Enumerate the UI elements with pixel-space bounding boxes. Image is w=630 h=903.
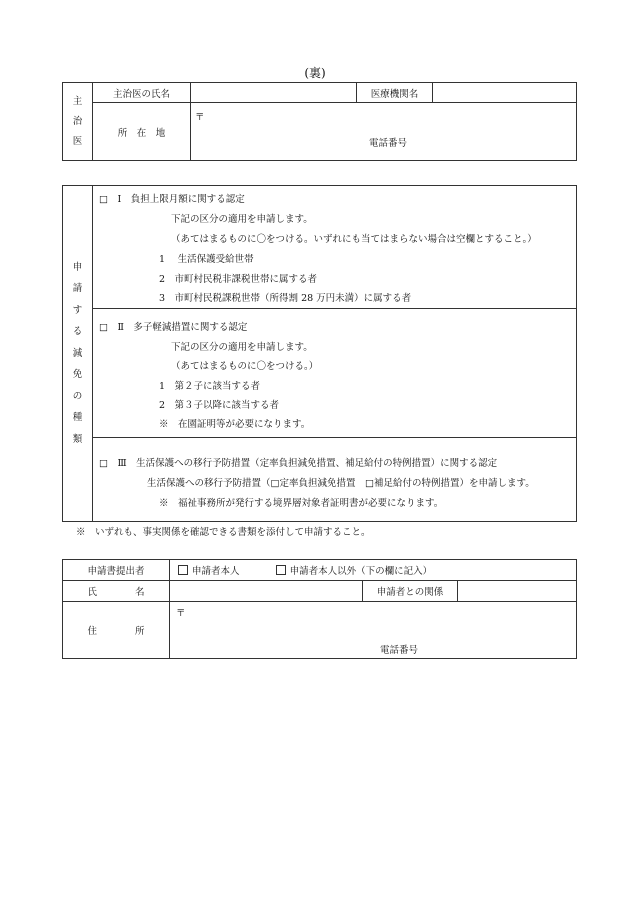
doctor-name-field[interactable]: [191, 83, 357, 103]
relation-label: 申請者との関係: [363, 581, 458, 602]
submitter-table: [62, 559, 577, 659]
submitter-name-label: 氏 名: [63, 581, 170, 602]
doctor-section-label: 主 治 医: [63, 83, 93, 161]
attachment-note: ※ いずれも、事実関係を確認できる書類を添付して申請すること。: [76, 527, 371, 538]
submitter-name-field[interactable]: [170, 581, 363, 602]
page-title: (裏): [304, 66, 326, 80]
section-1-line2: （あてはまるものに〇をつける。いずれにも当てはまらない場合は空欄とすること。）: [171, 234, 537, 245]
institution-field[interactable]: [433, 83, 577, 103]
postal-mark: 〒: [176, 608, 186, 619]
section-1: [93, 186, 577, 309]
doctor-address-field[interactable]: [191, 103, 577, 161]
relation-field[interactable]: [458, 581, 577, 602]
section-2: [93, 309, 577, 438]
submitter-label: 申請書提出者: [63, 560, 170, 581]
option-self[interactable]: 申請者本人: [178, 566, 240, 577]
section-1-item2[interactable]: 2 市町村民税非課税世帯に属する者: [159, 274, 318, 285]
section-2-item2[interactable]: 2 第３子以降に該当する者: [159, 400, 280, 411]
section-1-item1[interactable]: 1 生活保護受給世帯: [159, 254, 254, 265]
submitter-phone-label: 電話番号: [380, 645, 419, 656]
section-3-heading[interactable]: □ Ⅲ 生活保護への移行予防措置（定率負担減免措置、補足給付の特例措置）に関する認定: [99, 458, 498, 469]
section-2-line1: 下記の区分の適用を申請します。: [171, 342, 313, 353]
section-3-note: ※ 福祉事務所が発行する境界層対象者証明書が必要になります。: [159, 498, 444, 509]
section-1-item3[interactable]: 3 市町村民税課税世帯（所得割 28 万円未満）に属する者: [159, 293, 412, 304]
section-2-item1[interactable]: 1 第２子に該当する者: [159, 381, 261, 392]
checkbox-icon[interactable]: [178, 565, 188, 575]
option-other[interactable]: 申請者本人以外（下の欄に記入）: [276, 566, 433, 577]
section-2-note: ※ 在園証明等が必要になります。: [159, 419, 311, 430]
section-2-heading[interactable]: □ Ⅱ 多子軽減措置に関する認定: [99, 322, 248, 333]
section-1-line1: 下記の区分の適用を申請します。: [171, 214, 313, 225]
doctor-name-label: 主治医の氏名: [93, 83, 191, 103]
checkbox-icon[interactable]: [276, 565, 286, 575]
doctor-table: [62, 82, 577, 161]
submitter-options: [170, 560, 577, 581]
reduction-table: [62, 185, 577, 522]
submitter-address-label: 住 所: [63, 602, 170, 659]
section-3-line1[interactable]: 生活保護への移行予防措置（□定率負担減免措置 □補足給付の特例措置）を申請します。: [147, 478, 535, 489]
submitter-address-field[interactable]: [170, 602, 577, 659]
section-2-line2: （あてはまるものに〇をつける。）: [171, 361, 319, 372]
section-3: [93, 438, 577, 522]
section-1-heading[interactable]: □ Ⅰ 負担上限月額に関する認定: [99, 194, 245, 205]
doctor-address-label: 所 在 地: [93, 103, 191, 161]
postal-mark: 〒: [195, 112, 205, 123]
doctor-phone-label: 電話番号: [369, 138, 408, 149]
institution-label: 医療機関名: [357, 83, 433, 103]
reduction-section-label: 申 請 す る 減 免 の 種 類: [63, 186, 93, 522]
